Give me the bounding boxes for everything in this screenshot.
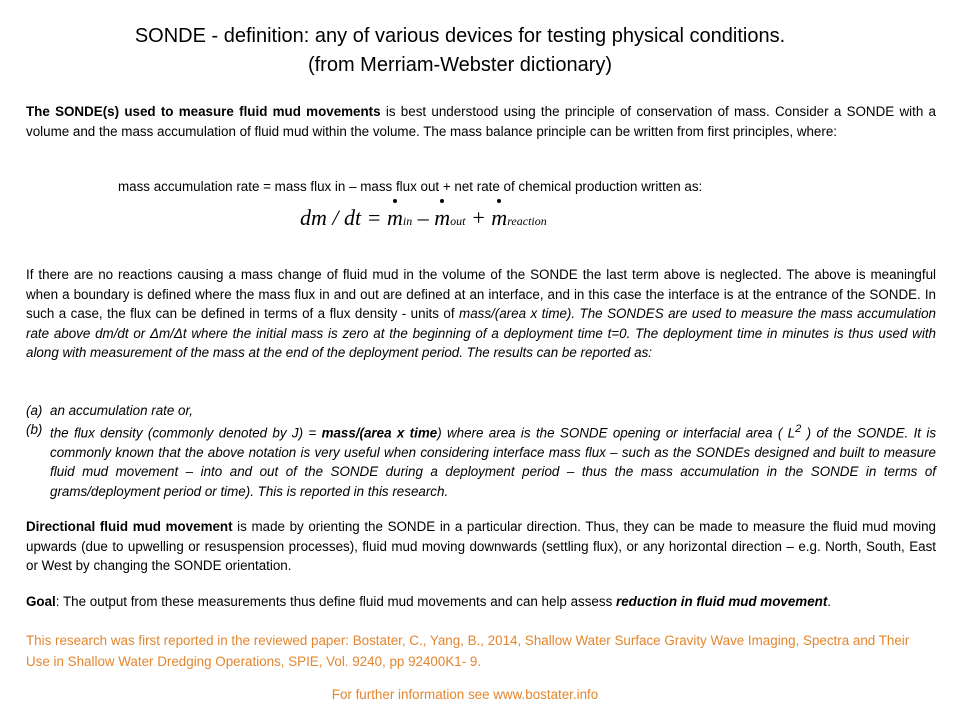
- intro-text: is best understood using the principle of conservation of mass. Consider a SONDE with a volume and the mass accumulation of fluid mud within the volume. The mass balance principle can be written from first principles, where:: [26, 104, 936, 139]
- list-item-a: [26, 401, 936, 421]
- directional-bold-text: Directional fluid mud movement: [26, 519, 233, 534]
- list-b-text-2: ) where area is the SONDE opening or interfacial area ( L: [437, 425, 796, 441]
- list-item-b: [26, 420, 936, 501]
- m-dot-reaction: m: [491, 205, 508, 230]
- m-dot-in: m: [386, 205, 403, 230]
- directional-paragraph: [26, 517, 936, 576]
- directional-text: is made by orienting the SONDE in a particular direction. Thus, they can be made to measure the fluid mud moving upwards (due to upwelling or resuspension processes), fluid mud moving downwards (settling flux), or any horizontal direction – e.g. North, South, East or West by changing the SONDE orientation.: [26, 519, 936, 573]
- list-text-b: [50, 420, 936, 501]
- page-title: SONDE - definition: any of various devices for testing physical conditions.: [134, 25, 786, 47]
- reactions-italic-text: mass/(area x time). The SONDES are used to measure the mass accumulation rate above dm/dt or Δm/Δt where the initial mass is zero at the beginning of a deployment time t=0. The deployment time in minutes is thus used with along with measurement of the mass at the end of the deployment period. The results can be reported as:: [26, 306, 936, 360]
- subscript-reaction: reaction: [507, 214, 547, 228]
- list-label-b: (b): [26, 422, 43, 437]
- goal-paragraph: [26, 592, 936, 612]
- list-text-a: an accumulation rate or,: [50, 403, 193, 418]
- goal-text: : The output from these measurements thus define fluid mud movements and can help assess: [55, 594, 616, 609]
- list-label-a: (a): [26, 403, 43, 418]
- equation-lhs: dm / dt =: [300, 205, 387, 230]
- intro-paragraph: [26, 102, 936, 141]
- reactions-paragraph: [26, 265, 936, 363]
- m-dot-out: m: [434, 205, 451, 230]
- goal-emphasis: reduction in fluid mud movement: [616, 594, 828, 609]
- equation-description: mass accumulation rate = mass flux in – mass flux out + net rate of chemical production written as:: [118, 179, 703, 194]
- footer-info-link[interactable]: For further information see www.bostater.info: [331, 687, 599, 702]
- list-b-text-1: the flux density (commonly denoted by J) =: [50, 425, 322, 441]
- reactions-text: If there are no reactions causing a mass change of fluid mud in the volume of the SONDE the last term above is neglected. The above is meaningful when a boundary is defined where the mass flux in and out are defined at an interface, and in this case the interface is at the entrance of the SONDE. In such a case, the flux can be defined in terms of a flux density - units of: [26, 267, 936, 321]
- goal-end: .: [827, 594, 832, 609]
- intro-bold-text: The SONDE(s) used to measure fluid mud movements: [26, 104, 381, 119]
- goal-label: Goal: [26, 594, 56, 609]
- mass-balance-equation: [300, 205, 547, 231]
- list-b-bold: mass/(area x time: [321, 425, 438, 441]
- citation-paragraph: This research was first reported in the reviewed paper: Bostater, C., Yang, B., 2014, Shallow Water Surface Gravity Wave Imaging, Spectra and Their Use in Shallow Water Dredging Operations, SPIE, Vol. 9240, pp 92400K1- 9.: [26, 633, 910, 669]
- subscript-in: in: [402, 214, 413, 228]
- list-b-text-3: ) of the SONDE. It is commonly known that the above notation is very useful when considering interface mass flux – such as the SONDEs designed and built to measure fluid mud movement – into and out of the SONDE during a deployment period – thus the mass accumulation in the SONDE in terms of grams/deployment period or time). This is reported in this research.: [50, 425, 937, 499]
- equation-minus: –: [412, 205, 435, 230]
- page-subtitle: (from Merriam-Webster dictionary): [307, 54, 613, 76]
- equation-plus: +: [465, 205, 492, 230]
- list-b-superscript: 2: [795, 423, 802, 435]
- subscript-out: out: [450, 214, 466, 228]
